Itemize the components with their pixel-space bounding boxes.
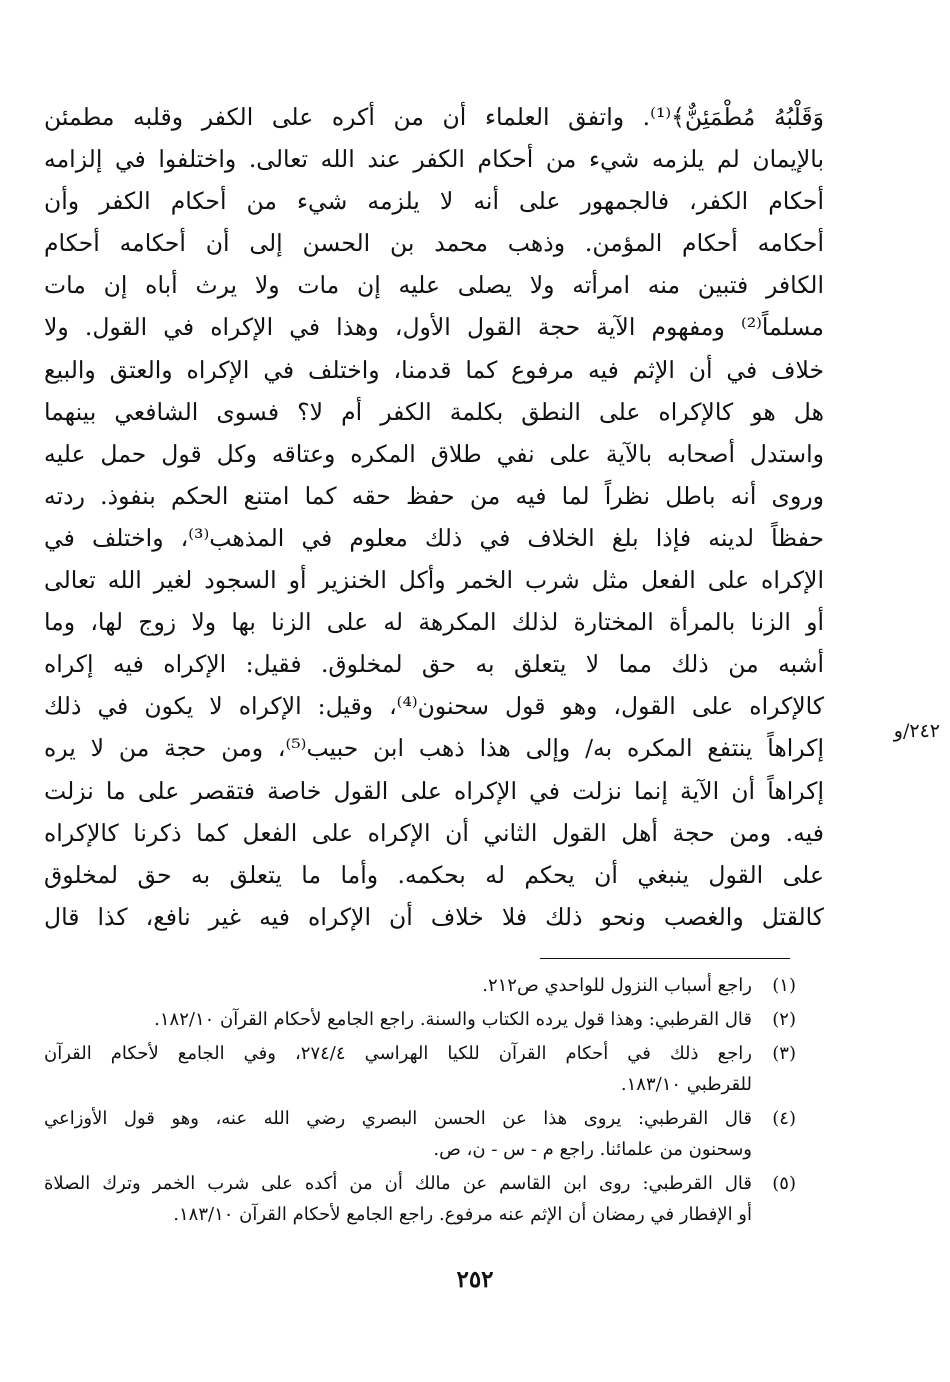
footnote <box>44 970 796 1001</box>
footnote-number: (٢) <box>772 1009 796 1030</box>
footnote-text <box>44 970 752 1001</box>
text-line: وروى أنه باطل نظراً لما فيه من حفظ حقه كما امتنع الحكم بنفوذ. ردته <box>44 481 824 510</box>
footnote-text <box>44 1004 752 1035</box>
footnote-number: (٤) <box>772 1108 796 1129</box>
footnote-text <box>44 1038 752 1100</box>
page-number: ٢٥٢ <box>456 1266 494 1293</box>
text-line: كالإكراه على القول، وهو قول سحنون⁽⁴⁾، وقيل: الإكراه لا يكون في ذلك <box>44 692 825 721</box>
footnote-line: راجع أسباب النزول للواحدي ص٢١٢. <box>482 975 752 996</box>
main-text <box>44 96 824 938</box>
text-line: أحكامه أحكام المؤمن. وذهب محمد بن الحسن إلى أن أحكامه أحكام <box>44 229 824 258</box>
text-line: بالإيمان لم يلزمه شيء من أحكام الكفر عند الله تعالى. واختلفوا في إلزامه <box>44 145 824 174</box>
footnote-number: (١) <box>772 975 796 996</box>
text-line: وَقَلْبُهُ مُطْمَئِنٌّ﴾⁽¹⁾. واتفق العلماء أن من أكره على الكفر وقلبه مطمئن <box>44 103 824 131</box>
footnote-number: (٥) <box>772 1173 796 1194</box>
text-line: فيه. ومن حجة أهل القول الثاني أن الإكراه على الفعل كما ذكرنا كالإكراه <box>44 818 824 847</box>
footnote-line: قال القرطبي: يروى هذا عن الحسن البصري رضي الله عنه، وهو قول الأوزاعي <box>44 1108 752 1129</box>
text-line: هل هو كالإكراه على النطق بكلمة الكفر أم لا؟ فسوى الشافعي بينهما <box>44 397 824 426</box>
text-line: إكراهاً أن الآية إنما نزلت في الإكراه على القول خاصة فتقصر على ما نزلت <box>44 776 824 805</box>
footnote-text <box>44 1103 752 1165</box>
text-line: خلاف في أن الإثم فيه مرفوع كما قدمنا، واختلف في الإكراه والعتق والبيع <box>44 355 824 384</box>
text-line: مسلماً⁽²⁾ ومفهوم الآية حجة القول الأول، وهذا في الإكراه في القول. ولا <box>44 313 824 342</box>
footnote-line: للقرطبي ١٨٣/١٠. <box>620 1074 752 1095</box>
footnote-line: قال القرطبي: روى ابن القاسم عن مالك أن من أكده على شرب الخمر وترك الصلاة <box>44 1173 753 1194</box>
text-line: على القول ينبغي أن يحكم له بحكمه. وأما ما يتعلق به حق لمخلوق <box>44 860 824 889</box>
footnote <box>44 1168 796 1230</box>
footnote-line: قال القرطبي: وهذا قول يرده الكتاب والسنة. راجع الجامع لأحكام القرآن ١٨٢/١٠. <box>154 1009 752 1030</box>
footnotes <box>44 970 796 1233</box>
text-line: أحكام الكفر، فالجمهور على أنه لا يلزمه شيء من أحكام الكفر وأن <box>44 187 824 216</box>
footnote-line: راجع ذلك في أحكام القرآن للكيا الهراسي ٢٧٤/٤، وفي الجامع لأحكام القرآن <box>44 1043 752 1064</box>
footnote <box>44 1004 796 1035</box>
footnote-text <box>44 1168 752 1230</box>
footnote-separator <box>540 958 790 959</box>
text-line: الإكراه على الفعل مثل شرب الخمر وأكل الخنزير أو السجود لغير الله تعالى <box>44 566 824 595</box>
text-line: حفظاً لدينه فإذا بلغ الخلاف في ذلك معلوم في المذهب⁽³⁾، واختلف في <box>44 523 824 552</box>
text-line: واستدل أصحابه بالآية على نفي طلاق المكره وعتاقه وكل قول حمل عليه <box>44 439 824 468</box>
text-line: الكافر فتبين منه امرأته ولا يصلى عليه إن مات ولا يرث أباه إن مات <box>44 271 824 300</box>
footnote-line: وسحنون من علمائنا. راجع م - س - ن، ص. <box>433 1139 752 1160</box>
manuscript-folio-note: ٢٤٢/و <box>893 720 940 742</box>
footnote <box>44 1038 796 1100</box>
footnote-number: (٣) <box>772 1043 796 1064</box>
text-line: إكراهاً ينتفع المكره به/ وإلى هذا ذهب ابن حبيب⁽⁵⁾، ومن حجة من لا يره <box>44 734 824 763</box>
text-line: أشبه من ذلك مما لا يتعلق به حق لمخلوق. فقيل: الإكراه فيه إكراه <box>44 650 824 679</box>
text-line: كالقتل والغصب ونحو ذلك فلا خلاف أن الإكراه فيه غير نافع، كذا قال <box>44 902 824 931</box>
footnote <box>44 1103 796 1165</box>
text-line: أو الزنا بالمرأة المختارة لذلك المكرهة له على الزنا بها ولا زوج لها، وما <box>44 608 824 637</box>
footnote-line: أو الإفطار في رمضان أن الإثم عنه مرفوع. راجع الجامع لأحكام القرآن ١٨٣/١٠. <box>173 1204 752 1225</box>
